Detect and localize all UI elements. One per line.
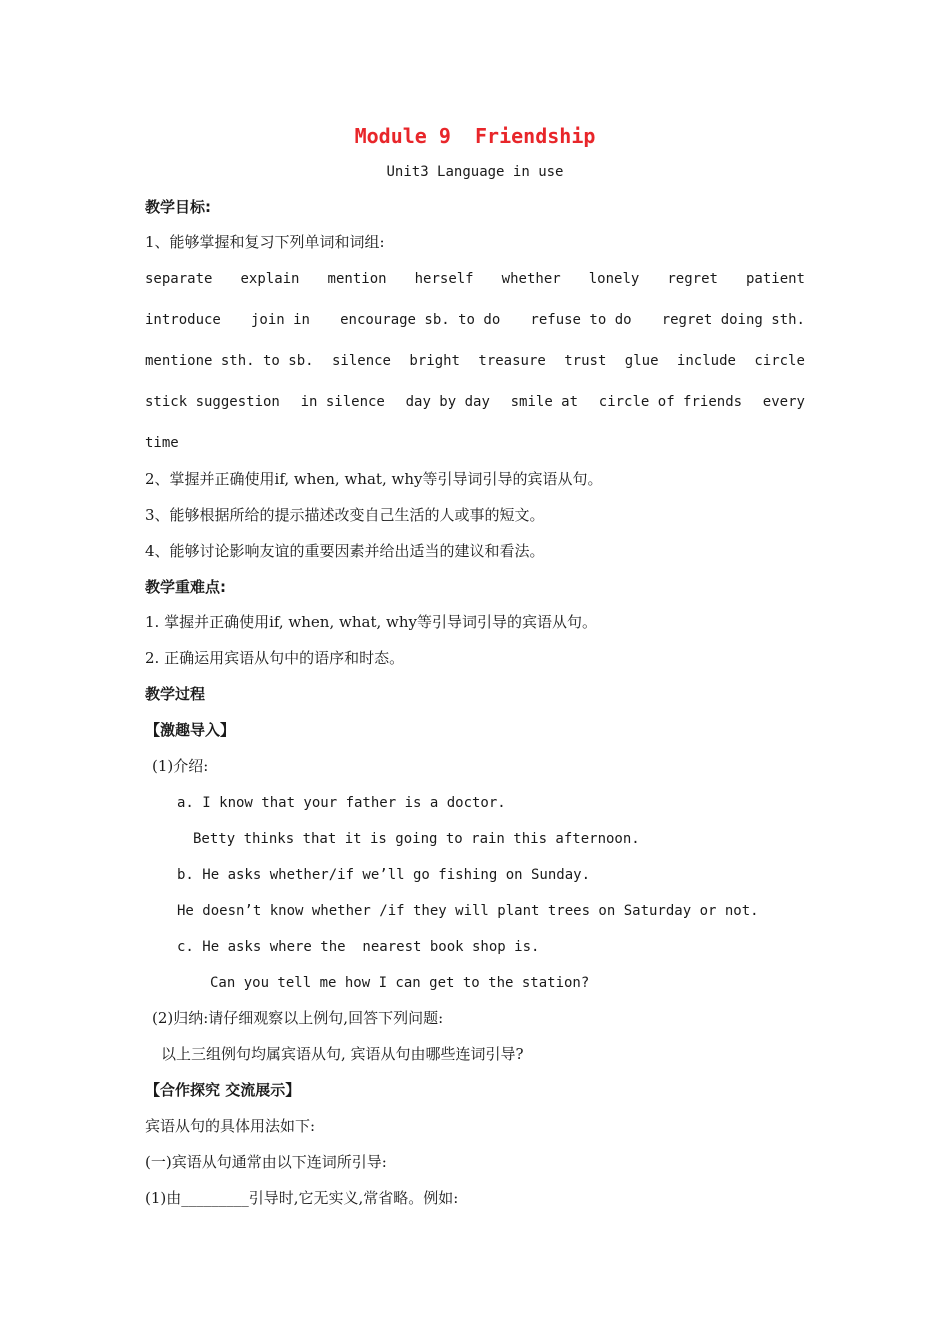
objective-4: 4、能够讨论影响友谊的重要因素并给出适当的建议和看法。 <box>145 542 545 560</box>
vocab-word: mentione sth. to sb. <box>145 353 314 369</box>
usage-point-1-1: (1)由_________引导时,它无实义,常省略。例如: <box>145 1189 459 1207</box>
example-c2: Can you tell me how I can get to the station? <box>210 975 590 991</box>
vocab-word: trust <box>564 353 607 369</box>
summary-question: 以上三组例句均属宾语从句, 宾语从句由哪些连词引导? <box>161 1045 524 1063</box>
vocab-word: mention <box>327 271 387 287</box>
section-cooperation: 【合作探究 交流展示】 <box>145 1081 301 1099</box>
usage-intro: 宾语从句的具体用法如下: <box>145 1117 316 1135</box>
key-point-2: 2. 正确运用宾语从句中的语序和时态。 <box>145 649 405 667</box>
intro-label: (1)介绍: <box>152 757 209 775</box>
objective-3: 3、能够根据所给的提示描述改变自己生活的人或事的短文。 <box>145 506 545 524</box>
vocab-row <box>145 351 805 371</box>
objective-1: 1、能够掌握和复习下列单词和词组: <box>145 233 385 251</box>
vocab-word: stick suggestion <box>145 394 280 410</box>
summary-label: (2)归纳:请仔细观察以上例句,回答下列问题: <box>152 1009 444 1027</box>
vocab-word: whether <box>501 271 561 287</box>
vocab-row <box>145 310 805 330</box>
vocab-row <box>145 392 805 412</box>
vocab-tail: time <box>145 435 179 451</box>
vocab-word: encourage sb. to do <box>340 312 501 328</box>
vocab-word: every <box>762 394 805 410</box>
usage-point-1: (一)宾语从句通常由以下连词所引导: <box>145 1153 387 1171</box>
key-point-1: 1. 掌握并正确使用if, when, what, why等引导词引导的宾语从句。 <box>145 613 597 631</box>
key-points-heading: 教学重难点: <box>145 578 226 596</box>
vocab-word: silence <box>331 353 391 369</box>
section-lead-in: 【激趣导入】 <box>145 721 236 739</box>
example-a2: Betty thinks that it is going to rain this afternoon. <box>193 831 640 847</box>
vocab-word: separate <box>145 271 213 287</box>
objectives-heading: 教学目标: <box>145 198 211 216</box>
example-c1: c. He asks where the nearest book shop is. <box>177 939 540 955</box>
vocab-word: day by day <box>405 394 490 410</box>
example-b1: b. He asks whether/if we’ll go fishing on Sunday. <box>177 867 591 883</box>
vocab-word: introduce <box>145 312 221 328</box>
vocab-word: include <box>676 353 736 369</box>
vocab-word: circle <box>754 353 805 369</box>
vocab-word: smile at <box>510 394 579 410</box>
vocab-word: refuse to do <box>530 312 632 328</box>
module-title: Module 9 Friendship <box>354 124 596 148</box>
vocab-word: in silence <box>300 394 385 410</box>
unit-subtitle: Unit3 Language in use <box>386 164 564 180</box>
vocab-row <box>145 269 805 289</box>
vocab-word: circle of friends <box>598 394 743 410</box>
example-a1: a. I know that your father is a doctor. <box>177 795 506 811</box>
objective-2: 2、掌握并正确使用if, when, what, why等引导词引导的宾语从句。 <box>145 470 603 488</box>
process-heading: 教学过程 <box>145 685 206 703</box>
vocab-word: glue <box>624 353 659 369</box>
vocab-word: herself <box>414 271 474 287</box>
vocab-word: patient <box>745 271 805 287</box>
vocab-word: treasure <box>478 353 546 369</box>
vocab-word: bright <box>409 353 460 369</box>
example-b2: He doesn’t know whether /if they will plant trees on Saturday or not. <box>177 903 759 919</box>
vocab-word: lonely <box>588 271 640 287</box>
vocab-word: regret doing sth. <box>661 312 805 328</box>
vocab-word: regret <box>667 271 718 287</box>
vocab-word: explain <box>240 271 300 287</box>
vocab-word: join in <box>250 312 310 328</box>
